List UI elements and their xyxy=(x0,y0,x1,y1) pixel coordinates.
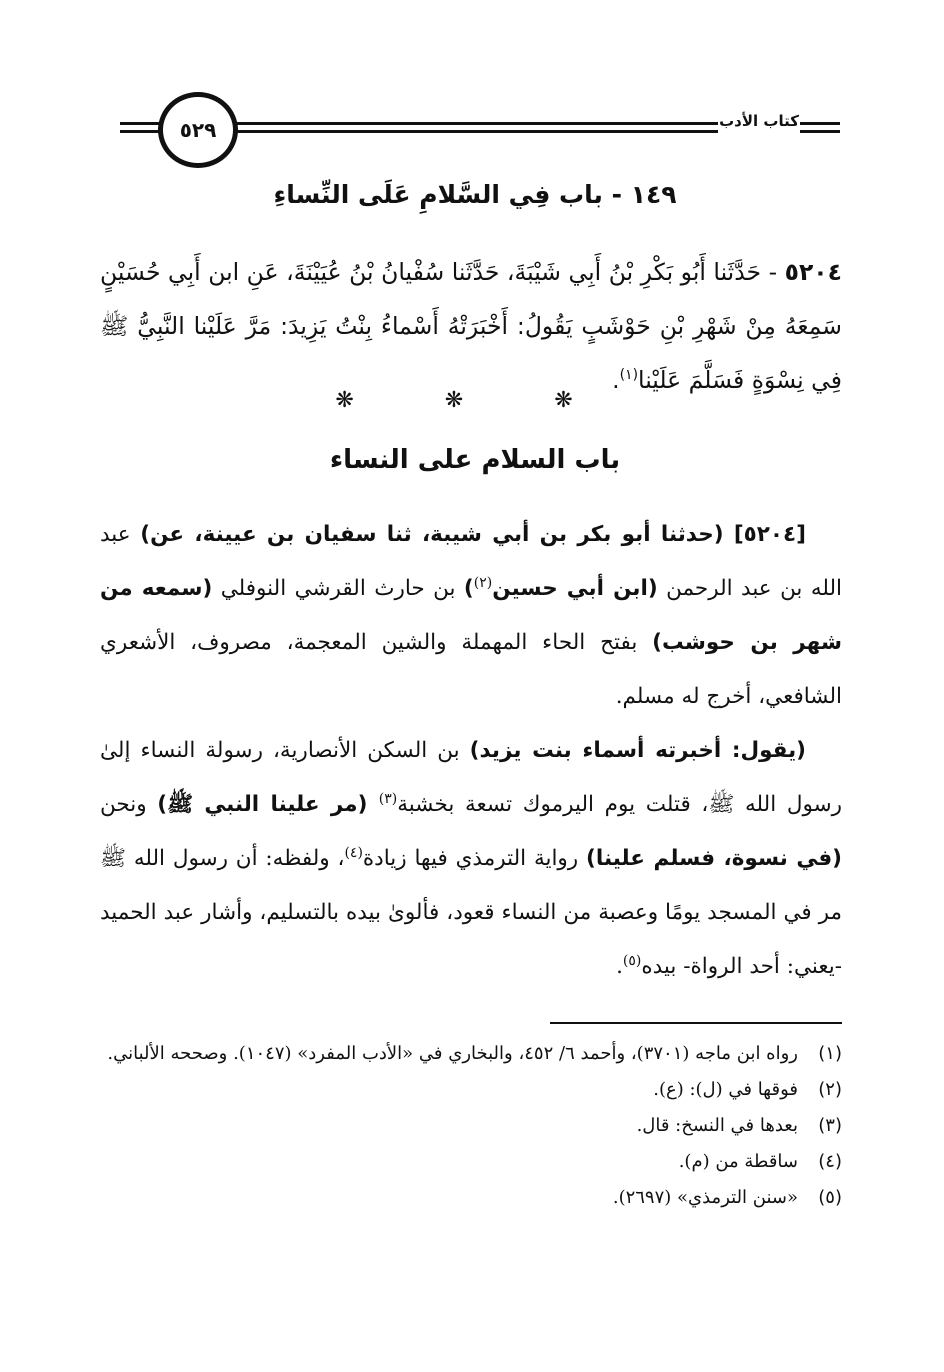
footnote-number: (٣) xyxy=(818,1115,842,1136)
footnote xyxy=(100,1036,842,1072)
footnote-number: (٥) xyxy=(818,1187,842,1208)
footnote-ref: (٣) xyxy=(378,790,398,807)
footnote-text: بعدها في النسخ: قال. xyxy=(636,1115,798,1136)
commentary-text: بن السكن الأنصارية، رسولة النساء إلىٰ رسول الله ﷺ، قتلت يوم اليرموك تسعة بخشبة xyxy=(100,738,842,817)
quoted-text: [٥٢٠٤] (حدثنا أبو بكر بن أبي شيبة، ثنا سفيان بن عيينة، عن) xyxy=(140,522,806,547)
quoted-text: (سمعه من شهر بن حوشب) xyxy=(100,576,842,655)
hadith-body: - حَدَّثَنا أَبُو بَكْرِ بْنُ أَبِي شَيْبَةَ، حَدَّثَنا سُفْيانُ بْنُ عُيَيْنَةَ، عَنِ ابن أَبِي حُسَيْنٍ سَمِعَهُ مِنْ شَهْرِ بْنِ حَوْشَبٍ يَقُولُ: أَخْبَرَتْهُ أَسْماءُ بِنْتُ يَزِيدَ: مَرَّ عَلَيْنا النَّبِيُّ ﷺ فِي نِسْوَةٍ فَسَلَّمَ عَلَيْنا xyxy=(100,258,842,394)
header-rule xyxy=(228,130,718,133)
commentary-text: . xyxy=(616,954,623,979)
footnote-text: رواه ابن ماجه (٣٧٠١)، وأحمد ٦/ ٤٥٢، والبخاري في «الأدب المفرد» (١٠٤٧). وصححه الألباني. xyxy=(107,1043,798,1064)
commentary-text: ونحن xyxy=(100,792,158,817)
footnote xyxy=(100,1108,842,1144)
footnote-ref: (١) xyxy=(619,367,639,384)
commentary-paragraph xyxy=(100,508,842,724)
header-rule xyxy=(800,130,840,133)
footnote-text: ساقطة من (م). xyxy=(678,1151,798,1172)
footnote-number: (١) xyxy=(818,1043,842,1064)
footnote xyxy=(100,1180,842,1216)
footnote-ref: (٥) xyxy=(622,952,642,969)
quoted-text: (يقول: أخبرته أسماء بنت يزيد) xyxy=(469,738,806,763)
hadith-end: . xyxy=(612,366,620,394)
commentary-text: عبد الله بن عبد الرحمن xyxy=(100,522,843,601)
footnote-divider xyxy=(550,1022,842,1024)
commentary-text: ، ولفظه: أن رسول الله ﷺ مر في المسجد يومًا وعصبة من النساء قعود، فألوىٰ بيده بالتسليم، وأشار عبد الحميد -يعني: أحد الرواة- بيده xyxy=(100,846,842,979)
quoted-text: (مر علينا النبي ﷺ) xyxy=(157,792,379,817)
footnote-number: (٢) xyxy=(818,1079,842,1100)
header-rule xyxy=(800,122,840,125)
footnote xyxy=(100,1144,842,1180)
footnote-number: (٤) xyxy=(818,1151,842,1172)
section-separator: ❋ ❋ ❋ xyxy=(335,388,615,413)
commentary-text: بن حارث القرشي النوفلي xyxy=(212,576,464,601)
commentary-body xyxy=(100,508,842,994)
hadith-number: ٥٢٠٤ xyxy=(784,258,842,286)
footnote xyxy=(100,1072,842,1108)
footnote-ref: (٤) xyxy=(344,844,363,861)
footnote-text: فوقها في (ل): (ع). xyxy=(653,1079,798,1100)
page-header xyxy=(110,82,840,172)
commentary-title: باب السلام على النساء xyxy=(329,445,621,475)
hadith-text xyxy=(100,245,842,407)
quoted-text: ) xyxy=(463,576,474,601)
quoted-text: (ابن أبي حسين xyxy=(492,576,658,601)
header-rule xyxy=(228,122,718,125)
commentary-paragraph xyxy=(100,724,842,994)
page-number: ٥٢٩ xyxy=(158,92,238,168)
footnote-ref: (٢) xyxy=(473,574,493,591)
quoted-text: (في نسوة، فسلم علينا) xyxy=(586,846,842,871)
commentary-text: رواية الترمذي فيها زيادة xyxy=(362,846,587,871)
footnote-text: «سنن الترمذي» (٢٦٩٧). xyxy=(612,1187,798,1208)
footnotes xyxy=(100,1036,842,1216)
chapter-title: ١٤٩ - باب فِي السَّلامِ عَلَى النِّساءِ xyxy=(273,180,677,209)
commentary-text: بفتح الحاء المهملة والشين المعجمة، مصروف، الأشعري الشافعي، أخرج له مسلم. xyxy=(100,630,842,709)
running-head: كتاب الأدب xyxy=(719,112,799,130)
